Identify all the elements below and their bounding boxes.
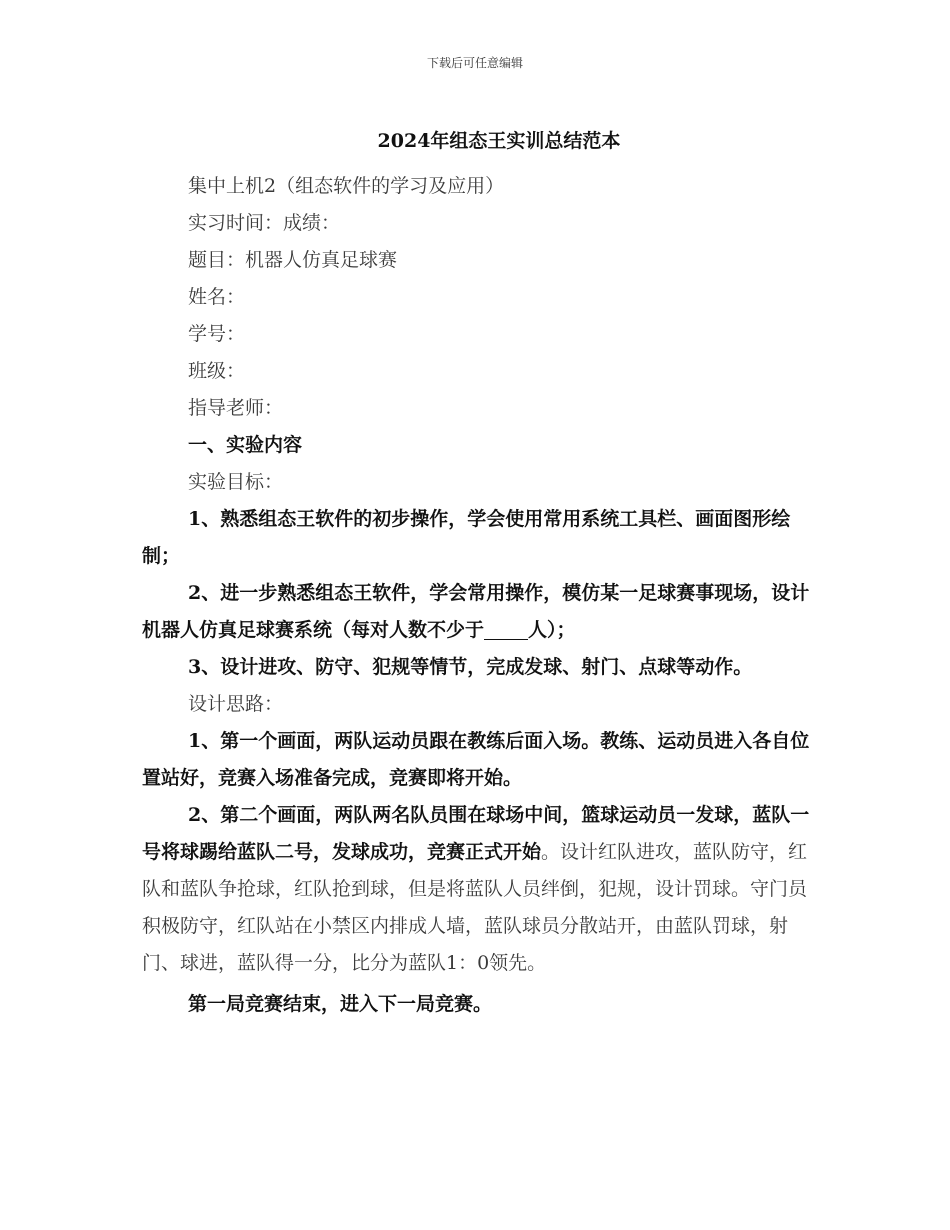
section-heading: 一、实验内容 xyxy=(188,434,303,456)
objective-item-2 xyxy=(142,575,818,649)
objective-item-1: 1、熟悉组态王软件的初步操作，学会使用常用系统工具栏、画面图形绘制； xyxy=(142,508,791,567)
document-title: 2024年组态王实训总结范本 xyxy=(377,130,621,152)
objective-item-3: 3、设计进攻、防守、犯规等情节，完成发球、射门、点球等动作。 xyxy=(188,656,753,678)
objective-item-2-tail: 人）； xyxy=(528,619,576,641)
design-item-1: 1、第一个画面，两队运动员跟在教练后面入场。教练、运动员进入各自位置站好，竞赛入场准备完成，竞赛即将开始。 xyxy=(142,730,810,789)
info-line-time-score: 实习时间：成绩： xyxy=(188,212,341,234)
design-item-2 xyxy=(142,797,818,982)
closing-line: 第一局竞赛结束，进入下一局竞赛。 xyxy=(188,993,493,1015)
fill-in-blank xyxy=(484,621,528,640)
info-line-topic: 题目：机器人仿真足球赛 xyxy=(188,249,398,271)
design-item-2-bold: 2、第二个画面，两队两名队员围在球场中间，篮球运动员一发球，蓝队一号将球踢给蓝队二号，发球成功，竞赛正式开始 xyxy=(142,804,810,863)
design-label: 设计思路： xyxy=(188,693,284,715)
objective-item-2-text: 2、进一步熟悉组态王软件，学会常用操作，模仿某一足球赛事现场，设计机器人仿真足球赛系统（每对人数不少于 xyxy=(142,582,810,641)
design-item-2-normal: 。设计红队进攻，蓝队防守，红队和蓝队争抢球，红队抢到球，但是将蓝队人员绊倒，犯规，设计罚球。守门员积极防守，红队站在小禁区内排成人墙，蓝队球员分散站开，由蓝队罚球，射门、球进，蓝队得一分，比分为蓝队1：0领先。 xyxy=(142,841,808,974)
info-line-teacher: 指导老师： xyxy=(188,397,284,419)
info-line-course: 集中上机2（组态软件的学习及应用） xyxy=(188,175,505,197)
info-line-class: 班级： xyxy=(188,360,246,382)
header-note: 下载后可任意编辑 xyxy=(426,56,523,70)
objectives-label: 实验目标： xyxy=(188,471,284,493)
document-body xyxy=(142,168,818,1023)
info-line-name: 姓名： xyxy=(188,286,246,308)
info-line-student-id: 学号： xyxy=(188,323,246,345)
